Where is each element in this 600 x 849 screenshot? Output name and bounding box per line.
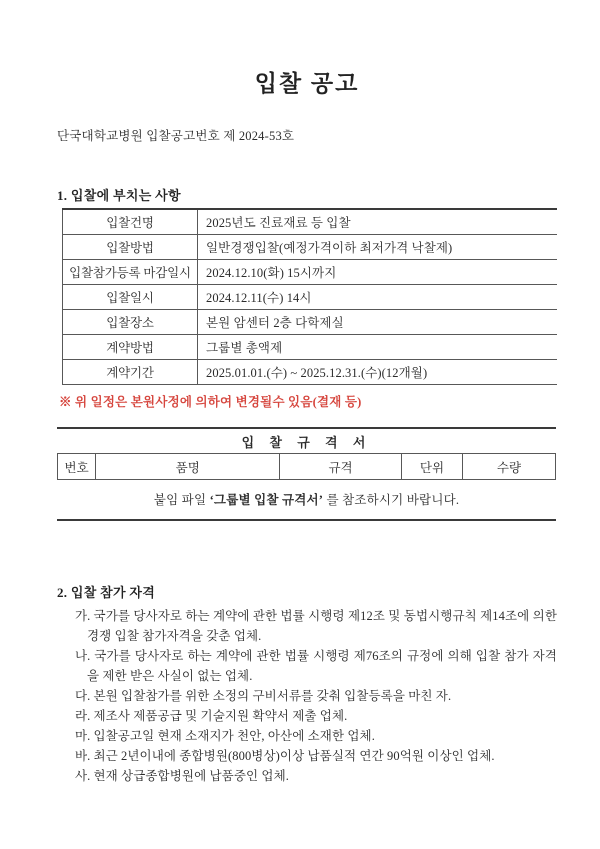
document-title: 입찰 공고 (254, 71, 360, 96)
item-marker: 마. (75, 729, 91, 743)
spec-table (57, 427, 556, 521)
table-row (63, 235, 558, 260)
row-label: 입찰장소 (63, 310, 198, 335)
spec-note-filename: ‘그룹별 입찰 규격서’ (209, 493, 324, 507)
list-item (57, 606, 557, 646)
row-label: 계약기간 (63, 360, 198, 385)
row-value: 2024.12.10(화) 15시까지 (198, 260, 558, 285)
column-header-item: 품명 (95, 454, 279, 479)
row-value: 2025년도 진료재료 등 입찰 (198, 209, 558, 235)
column-header-quantity: 수량 (462, 454, 555, 479)
column-header-number: 번호 (64, 461, 89, 475)
item-marker: 다. (75, 689, 91, 703)
row-value: 2024.12.11(수) 14시 (198, 285, 558, 310)
list-item (57, 766, 557, 786)
row-label: 입찰건명 (63, 209, 198, 235)
table-row (63, 310, 558, 335)
spec-note-suffix: 를 참조하시기 바랍니다. (323, 493, 460, 507)
bid-info-table (62, 208, 557, 385)
item-text: 제조사 제품공급 및 기술지원 확약서 제출 업체. (93, 709, 348, 723)
schedule-change-note: ※ 위 일정은 본원사정에 의하여 변경될수 있음(결재 등) (59, 395, 362, 409)
list-item (57, 706, 557, 726)
section2-heading: 2. 입찰 참가 자격 (57, 585, 156, 600)
item-text: 최근 2년이내에 종합병원(800병상)이상 납품실적 연간 90억원 이상인 업체. (93, 749, 495, 763)
section1-heading: 1. 입찰에 부치는 사항 (57, 188, 181, 203)
column-header-unit: 단위 (401, 454, 462, 479)
row-label: 계약방법 (63, 335, 198, 360)
announcement-number: 단국대학교병원 입찰공고번호 제 2024-53호 (57, 129, 295, 143)
item-marker: 사. (75, 769, 91, 783)
list-item (57, 686, 557, 706)
row-value: 2025.01.01.(수) ~ 2025.12.31.(수)(12개월) (198, 360, 558, 385)
list-item (57, 726, 557, 746)
table-row (63, 360, 558, 385)
row-value: 그룹별 총액제 (198, 335, 558, 360)
spec-table-title: 입 찰 규 격 서 (57, 429, 556, 454)
row-label: 입찰참가등록 마감일시 (63, 260, 198, 285)
row-label: 입찰방법 (63, 235, 198, 260)
table-row (63, 260, 558, 285)
item-marker: 바. (75, 749, 91, 763)
item-text: 국가를 당사자로 하는 계약에 관한 법률 시행령 제76조의 규정에 의해 입찰 참가 자격을 제한 받은 사실이 없는 업체. (87, 649, 557, 683)
item-text: 국가를 당사자로 하는 계약에 관한 법률 시행령 제12조 및 동법시행규칙 제14조에 의한 경쟁 입찰 참가자격을 갖춘 업체. (87, 609, 557, 643)
row-label: 입찰일시 (63, 285, 198, 310)
column-header-spec: 규격 (279, 454, 401, 479)
item-marker: 라. (75, 709, 91, 723)
table-row (63, 209, 558, 235)
item-marker: 나. (75, 649, 91, 663)
spec-attachment-note (57, 480, 556, 519)
item-text: 현재 상급종합병원에 납품중인 업체. (93, 769, 289, 783)
list-item (57, 646, 557, 686)
table-row (63, 285, 558, 310)
table-row (63, 335, 558, 360)
item-text: 본원 입찰참가를 위한 소정의 구비서류를 갖춰 입찰등록을 마친 자. (93, 689, 452, 703)
list-item (57, 746, 557, 766)
item-marker: 가. (75, 609, 91, 623)
row-value: 일반경쟁입찰(예정가격이하 최저가격 낙찰제) (198, 235, 558, 260)
row-value: 본원 암센터 2층 다학제실 (198, 310, 558, 335)
qualification-list (57, 606, 557, 786)
spec-table-header (57, 454, 556, 480)
spec-note-prefix: 붙임 파일 (153, 493, 210, 507)
item-text: 입찰공고일 현재 소재지가 천안, 아산에 소재한 업체. (93, 729, 375, 743)
